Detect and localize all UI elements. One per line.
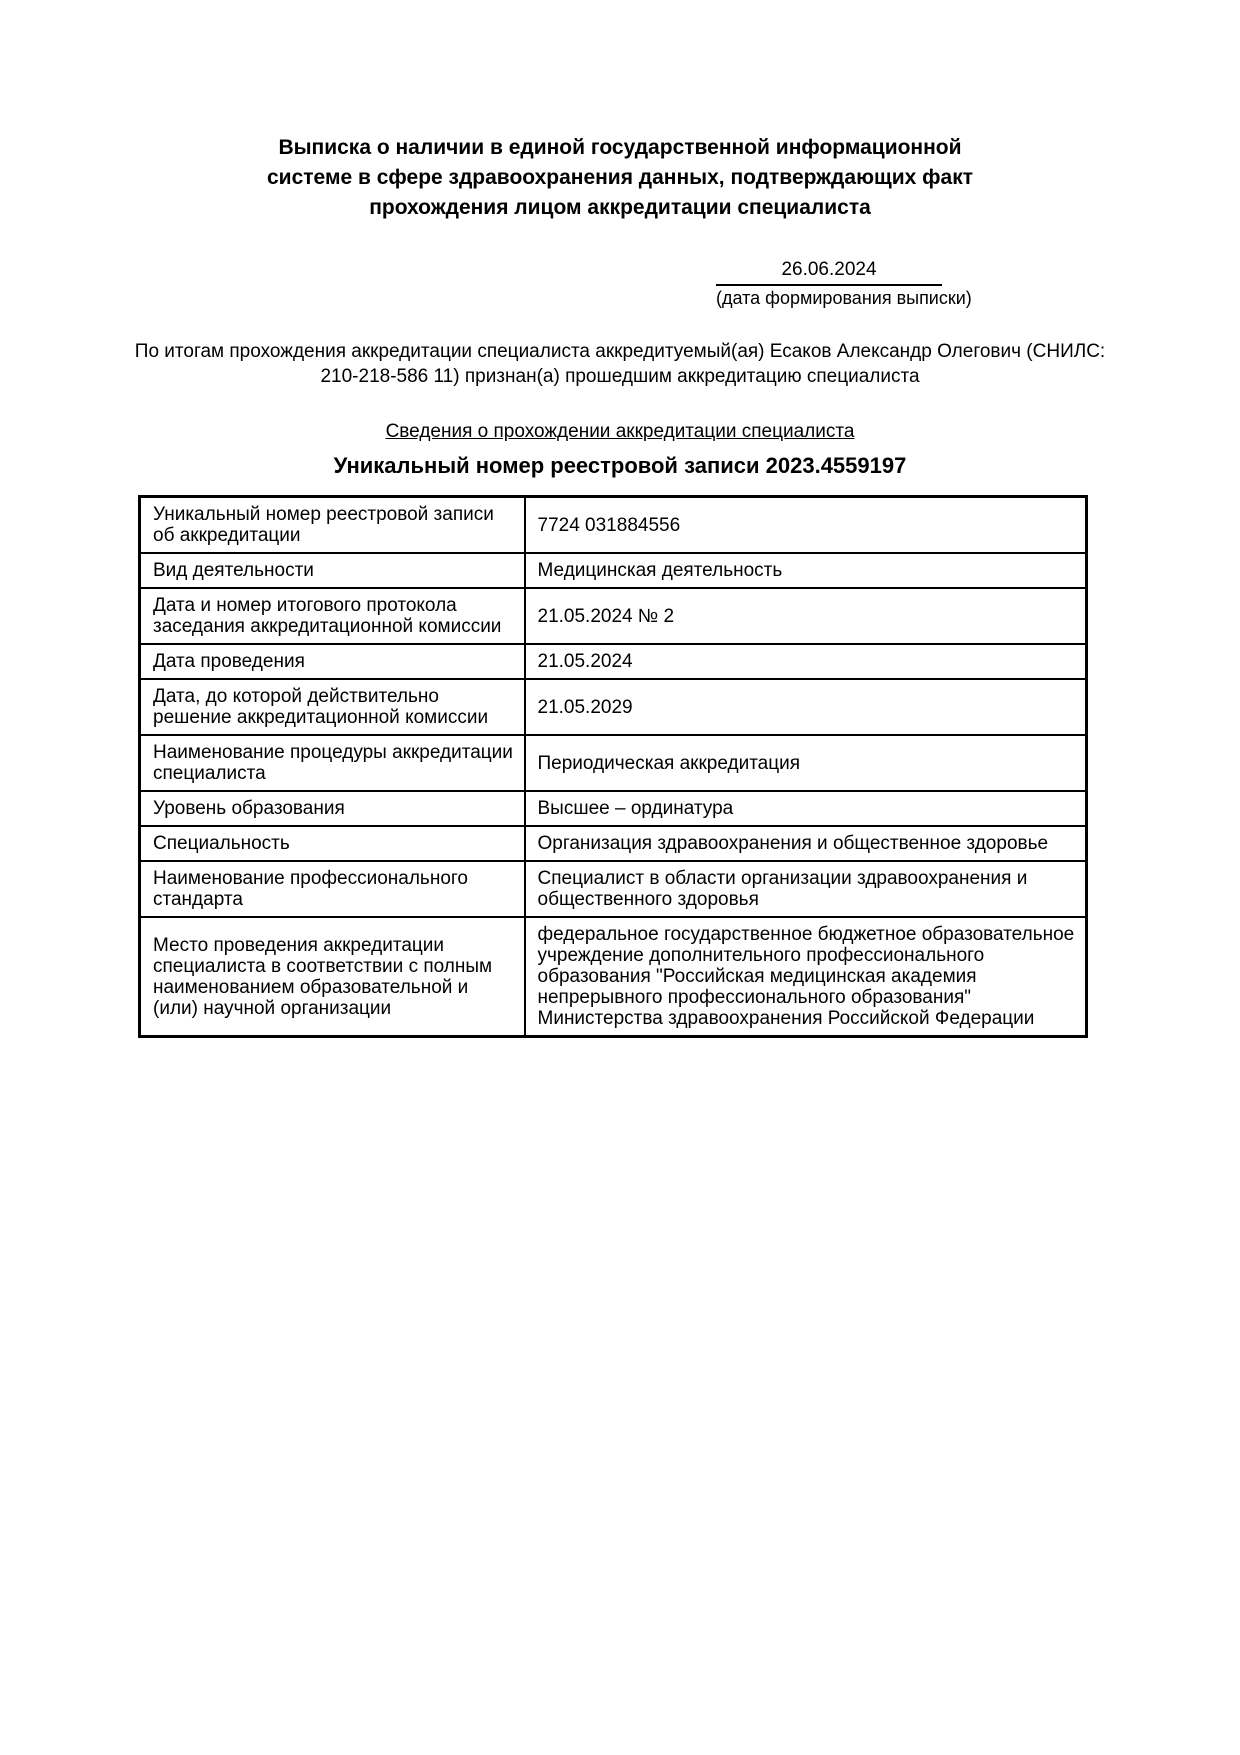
table-row-activity-type — [140, 553, 1087, 588]
table-row-accreditation-registry-number — [140, 497, 1087, 554]
row-label: Уникальный номер реестровой записи об аккредитации — [140, 497, 525, 554]
row-label: Специальность — [140, 826, 525, 861]
document-title-line-2: системе в сфере здравоохранения данных, подтверждающих факт — [266, 166, 973, 189]
row-label: Уровень образования — [140, 791, 525, 826]
row-label: Наименование процедуры аккредитации специалиста — [140, 735, 525, 791]
row-label: Дата проведения — [140, 644, 525, 679]
table-row-professional-standard — [140, 861, 1087, 917]
row-value: 21.05.2024 — [525, 644, 1087, 679]
row-label: Дата и номер итогового протокола заседания аккредитационной комиссии — [140, 588, 525, 644]
document-title-line-3: прохождения лицом аккредитации специалиста — [369, 196, 871, 219]
registry-number-heading: Уникальный номер реестровой записи 2023.4559197 — [333, 453, 907, 478]
row-value: федеральное государственное бюджетное образовательное учреждение дополнительного профессионального образования "Российская медицинская академия непрерывного профессионального образования" Министерства здравоохранения Российской Федерации — [525, 917, 1087, 1037]
section-heading: Сведения о прохождении аккредитации специалиста — [385, 421, 855, 442]
row-value: Высшее – ординатура — [525, 791, 1087, 826]
table-row-accreditation-place — [140, 917, 1087, 1037]
row-value: 7724 031884556 — [525, 497, 1087, 554]
table-row-protocol-date-number — [140, 588, 1087, 644]
row-label: Вид деятельности — [140, 553, 525, 588]
row-label: Дата, до которой действительно решение аккредитационной комиссии — [140, 679, 525, 735]
document-title — [0, 133, 1240, 223]
intro-paragraph: По итогам прохождения аккредитации специалиста аккредитуемый(ая) Есаков Александр Олегович (СНИЛС: 210-218-586 11) признан(а) прошедшим аккредитацию специалиста — [134, 341, 1106, 387]
row-value: Организация здравоохранения и общественное здоровье — [525, 826, 1087, 861]
row-label: Место проведения аккредитации специалиста в соответствии с полным наименованием образовательной и (или) научной организации — [140, 917, 525, 1037]
row-label: Наименование профессионального стандарта — [140, 861, 525, 917]
row-value: Специалист в области организации здравоохранения и общественного здоровья — [525, 861, 1087, 917]
table-row-event-date — [140, 644, 1087, 679]
table-row-specialty — [140, 826, 1087, 861]
table-row-procedure-name — [140, 735, 1087, 791]
table-row-valid-until-date — [140, 679, 1087, 735]
document-title-line-1: Выписка о наличии в единой государственной информационной — [278, 136, 962, 159]
row-value: Периодическая аккредитация — [525, 735, 1087, 791]
accreditation-table — [138, 495, 1088, 1038]
row-value: Медицинская деятельность — [525, 553, 1087, 588]
extract-date-block — [716, 259, 972, 309]
table-row-education-level — [140, 791, 1087, 826]
row-value: 21.05.2024 № 2 — [525, 588, 1087, 644]
row-value: 21.05.2029 — [525, 679, 1087, 735]
extract-date: 26.06.2024 — [716, 259, 942, 286]
extract-date-caption: (дата формирования выписки) — [716, 288, 972, 308]
